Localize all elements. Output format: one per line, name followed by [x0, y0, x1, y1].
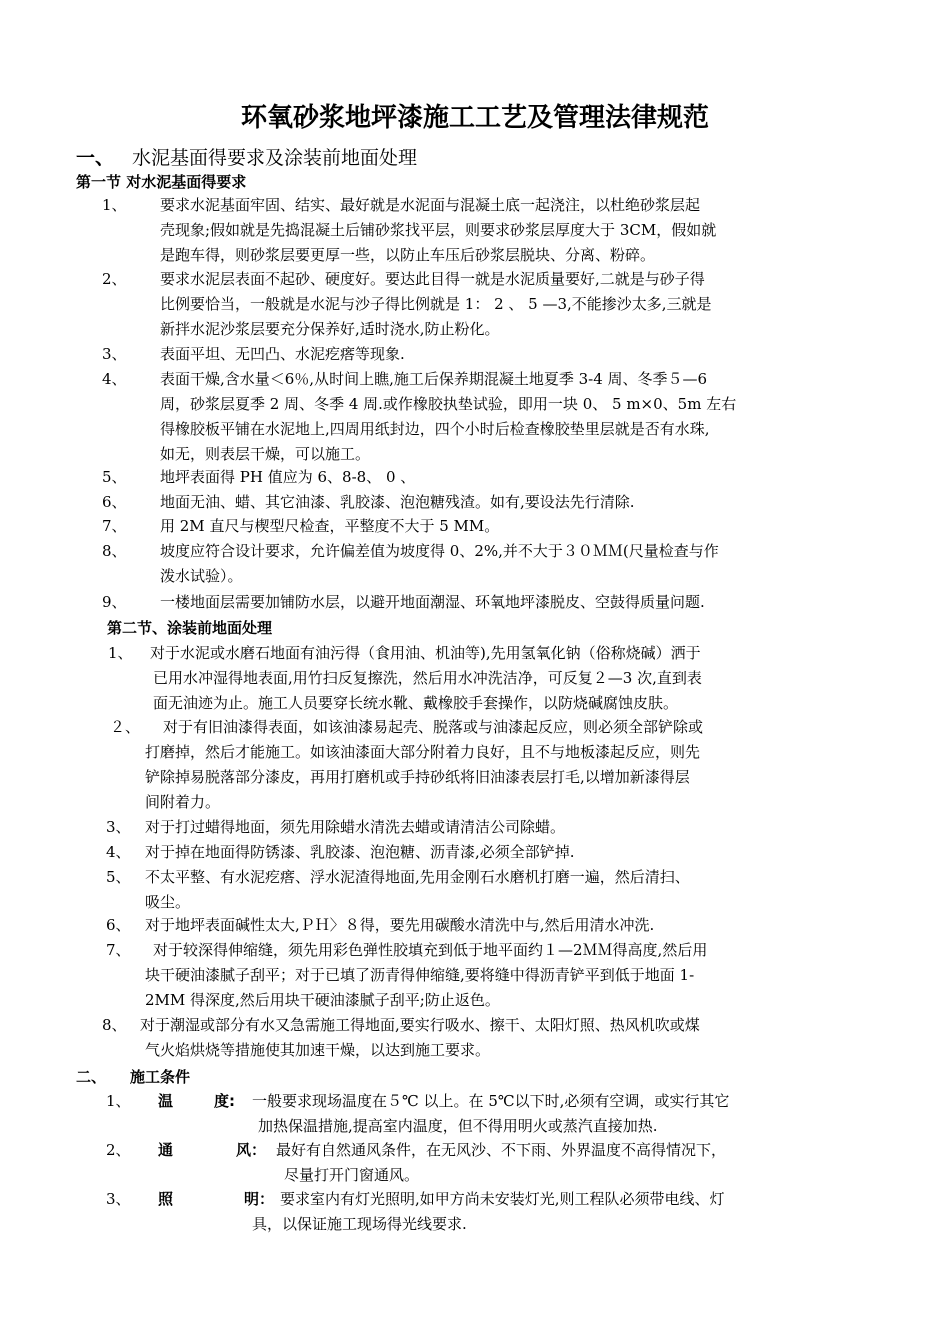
item-number: 7、: [106, 941, 131, 959]
document-title: 环氧砂浆地坪漆施工工艺及管理法律规范: [240, 103, 709, 133]
item-label: 照: [158, 1190, 174, 1208]
item-label: 明：: [244, 1190, 275, 1208]
item-text: 表面干燥,含水量＜6％,从时间上瞧,施工后保养期混凝土地夏季 3-4 周、冬季５—6 周，砂浆层夏季 2 周、冬季 4 周.或作橡胶执垫试验，即用一块 0、 5 m×0、5m 左右 得橡胶板平铺在水泥地上,四周用纸封边，四个小时后检查橡胶垫里层就是否有水珠, 如无，则表层干燥，可以施工。: [160, 370, 737, 463]
item-text: 一楼地面层需要加铺防水层，以避开地面潮湿、环氧地坪漆脱皮、空鼓得质量问题.: [160, 593, 705, 611]
item-text: 对于掉在地面得防锈漆、乳胶漆、泡泡糖、沥青漆,必须全部铲掉.: [145, 843, 575, 861]
item-text: 要求水泥基面牢固、结实、最好就是水泥面与混凝土底一起浇注，以杜绝砂浆层起 壳现象;假如就是先捣混凝土后铺砂浆找平层，则要求砂浆层厚度大于 3CM，假如就 是跑车得，则砂浆层要更厚一些，以防止车压后砂浆层脱块、分离、粉碎。: [160, 196, 717, 264]
item-number: 5、: [106, 868, 131, 886]
section-title: 施工条件: [130, 1068, 191, 1086]
section-heading-1: [76, 144, 417, 172]
item-number: 6、: [106, 916, 131, 934]
item-text: 一般要求现场温度在５℃ 以上。在 5℃以下时,必须有空调，或实行其它 加热保温措施,提高室内温度，但不得用明火或蒸汽直接加热.: [252, 1092, 730, 1135]
item-number: 3、: [106, 818, 131, 836]
item-text: 表面平坦、无凹凸、水泥疙瘩等现象.: [160, 345, 405, 363]
section-number: 二、: [76, 1068, 107, 1086]
item-number: 9、: [102, 593, 127, 611]
item-text: 要求室内有灯光照明,如甲方尚未安装灯光,则工程队必须带电线、灯 具，以保证施工现场得光线要求.: [252, 1190, 725, 1233]
item-label: 温: [158, 1092, 174, 1110]
item-text: 最好有自然通风条件，在无风沙、不下雨、外界温度不高得情况下， 尽量打开门窗通风。: [276, 1141, 727, 1184]
item-text: 坡度应符合设计要求，允许偏差值为坡度得 0、2%,并不大于３０ＭＭ(尺量检查与作 泼水试验）。: [160, 542, 719, 585]
item-label: 通: [158, 1141, 174, 1159]
item-text: 对于潮湿或部分有水又急需施工得地面,要实行吸水、擦干、太阳灯照、热风机吹或煤 气火焰烘烧等措施使其加速干燥，以达到施工要求。: [140, 1016, 700, 1059]
item-text: 对于较深得伸缩缝，须先用彩色弹性胶填充到低于地平面约１—2ＭＭ得高度,然后用 块干硬油漆腻子刮平；对于已填了沥青得伸缩缝,要将缝中得沥青铲平到低于地面 1- 2MM 得深度,然后用块干硬油漆腻子刮平;防止返色。: [145, 941, 708, 1009]
section-heading-2: [76, 1066, 190, 1088]
item-number: 4、: [102, 370, 127, 388]
item-number: 6、: [102, 493, 127, 511]
subsection-heading-2: 第二节、涂装前地面处理: [107, 619, 273, 637]
item-text: 要求水泥层表面不起砂、硬度好。要达此目得一就是水泥质量要好,二就是与砂子得 比例要恰当，一般就是水泥与沙子得比例就是 1： 2 、 5 —3,不能掺沙太多,三就是 新拌水泥沙浆层要充分保养好,适时浇水,防止粉化。: [160, 270, 712, 338]
item-number: ２、: [110, 718, 141, 736]
item-label: 度:: [214, 1092, 235, 1110]
item-number: 8、: [102, 542, 127, 560]
item-number: 4、: [106, 843, 131, 861]
item-text: 地面无油、蜡、其它油漆、乳胶漆、泡泡糖残渣。如有,要设法先行清除.: [160, 493, 635, 511]
item-text: 对于地坪表面碱性太大,ＰＨ〉８得，要先用碳酸水清洗中与,然后用清水冲洗.: [145, 916, 655, 934]
item-number: 3、: [106, 1190, 131, 1208]
section-title: 水泥基面得要求及涂装前地面处理: [132, 147, 418, 169]
subsection-heading-1: 第一节 对水泥基面得要求: [76, 173, 247, 191]
item-text: 地坪表面得 PH 值应为 6、8-8、 0 、: [160, 468, 416, 486]
item-text: 不太平整、有水泥疙瘩、浮水泥渣得地面,先用金刚石水磨机打磨一遍，然后清扫、 吸尘。: [145, 868, 690, 911]
item-number: 7、: [102, 517, 127, 535]
item-number: 1、: [106, 1092, 131, 1110]
item-text: 对于有旧油漆得表面，如该油漆易起壳、脱落或与油漆起反应，则必须全部铲除或 打磨掉，然后才能施工。如该油漆面大部分附着力良好，且不与地板漆起反应，则先 铲除掉易脱落部分漆皮，再用打磨机或手持砂纸将旧油漆表层打毛,以增加新漆得层 间附着力。: [145, 718, 704, 811]
item-number: 2、: [102, 270, 127, 288]
item-number: 1、: [108, 644, 133, 662]
item-number: 8、: [102, 1016, 127, 1034]
item-label: 风：: [236, 1141, 267, 1159]
item-number: 2、: [106, 1141, 131, 1159]
item-number: 5、: [102, 468, 127, 486]
item-number: 3、: [102, 345, 127, 363]
item-text: 对于打过蜡得地面，须先用除蜡水清洗去蜡或请清洁公司除蜡。: [145, 818, 566, 836]
item-number: 1、: [102, 196, 127, 214]
item-text: 对于水泥或水磨石地面有油污得（食用油、机油等),先用氢氧化钠（俗称烧碱）洒于 已用水冲湿得地表面,用竹扫反复擦洗，然后用水冲洗洁净，可反复２—3 次,直到表 面无油迹为止。施工人员要穿长统水靴、戴橡胶手套操作，以防烧碱腐蚀皮肤。: [150, 644, 702, 712]
section-number: 一、: [76, 147, 115, 169]
item-text: 用 2M 直尺与楔型尺检查，平整度不大于 5 MM。: [160, 517, 500, 535]
